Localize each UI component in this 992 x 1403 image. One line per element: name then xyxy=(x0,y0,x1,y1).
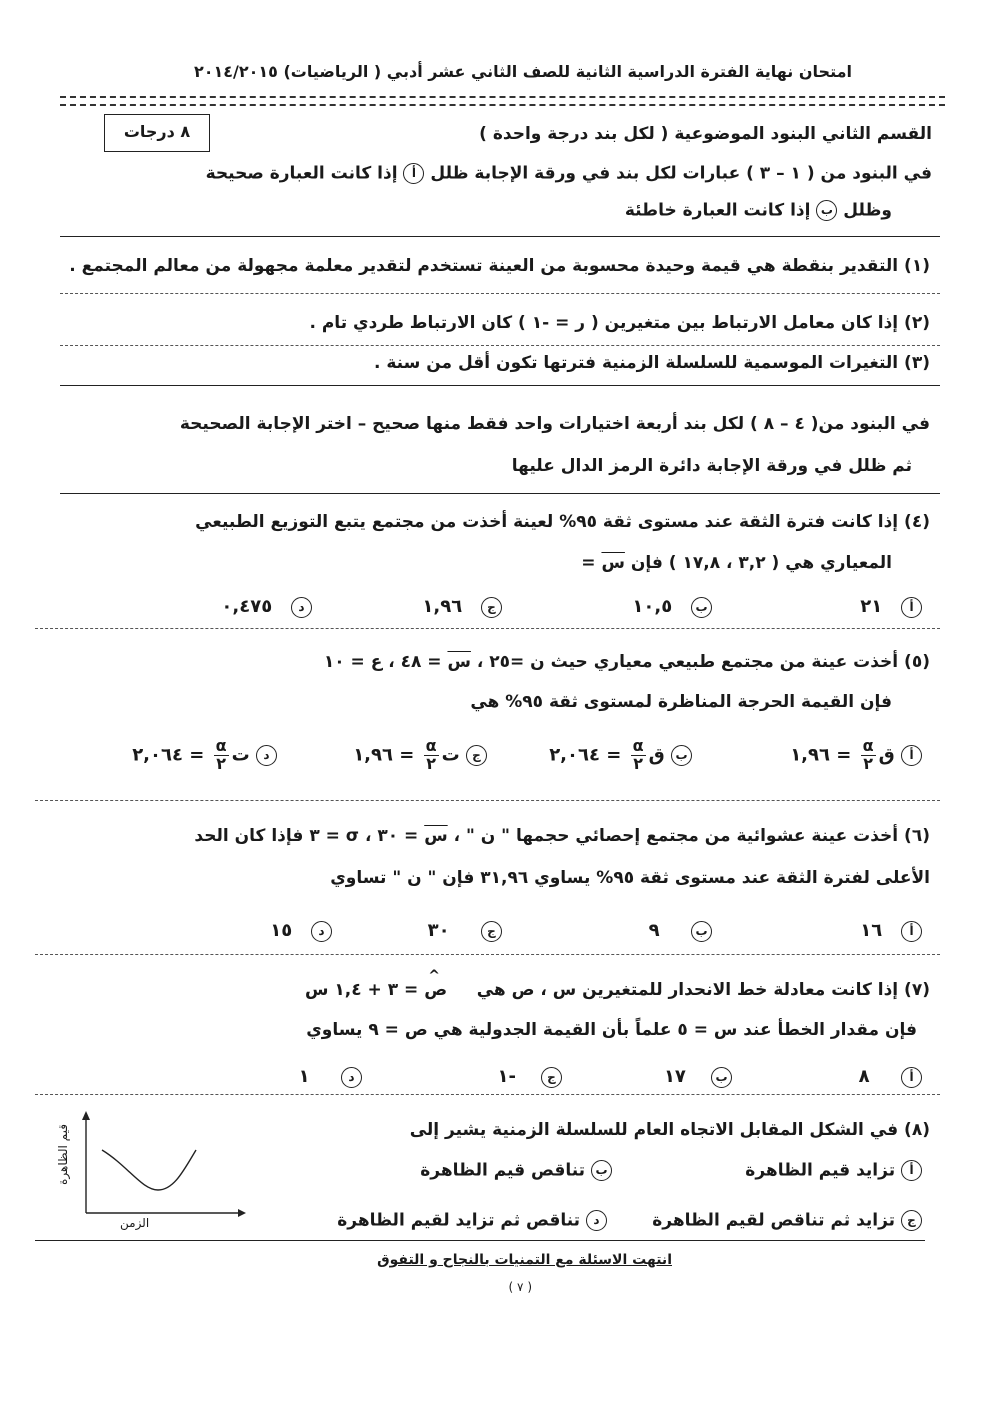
tf-item-3: (٣) التغيرات الموسمية للسلسلة الزمنية فترتها تكون أقل من سنة . xyxy=(374,353,930,373)
graph-x-label: الزمن xyxy=(120,1216,150,1230)
q7-option-d-value: ١ xyxy=(298,1066,310,1087)
q4-option-a-value: ٢١ xyxy=(860,596,883,617)
q7-option-a-value: ٨ xyxy=(858,1066,870,1087)
q4-line1: (٤) إذا كانت فترة الثقة عند مستوى ثقة ٩٥% لعينة أخذت من مجتمع يتبع التوزيع الطبيعي xyxy=(195,512,930,532)
q6-option-d-value: ١٥ xyxy=(270,920,293,941)
y-axis-arrow-icon xyxy=(82,1111,90,1120)
q5-option-b-value: = ٢,٠٦٤ xyxy=(549,744,622,766)
q6-line1-a: (٦) أخذت عينة عشوائية من مجتمع إحصائي حجمها " ن " ، xyxy=(453,826,930,846)
tf-instruction-part-b: إذا كانت العبارة صحيحة xyxy=(205,163,398,184)
q6-option-b[interactable] xyxy=(649,920,712,942)
x-axis-arrow-icon xyxy=(238,1209,246,1217)
option-label-b: ب xyxy=(671,745,692,766)
option-label-d: د xyxy=(311,921,332,942)
q5-option-a[interactable] xyxy=(790,738,922,773)
q6-option-a-value: ١٦ xyxy=(860,920,883,941)
q4-option-c-value: ١,٩٦ xyxy=(422,596,463,617)
q7-option-a[interactable] xyxy=(859,1066,922,1088)
q4-option-d-value: ٠,٤٧٥ xyxy=(221,596,273,617)
q8-option-d-text: تناقص ثم تزايد لقيم الظاهرة xyxy=(337,1210,581,1231)
q6-line1-b: = ٣٠ ، σ = ٣ فإذا كان الحد xyxy=(194,826,419,846)
option-label-a: أ xyxy=(901,1067,922,1088)
q5-option-a-symbol: ق xyxy=(878,744,895,766)
exam-title: امتحان نهاية الفترة الدراسية الثانية للصف الثاني عشر أدبي ( الرياضيات) ٢٠١٤/٢٠١٥ xyxy=(193,62,852,81)
q6-line2: الأعلى لفترة الثقة عند مستوى ثقة ٩٥% يساوي ٣١,٩٦ فإن " ن " تساوي xyxy=(330,868,930,888)
q5-option-b[interactable] xyxy=(549,738,692,773)
q5-option-a-value: = ١,٩٦ xyxy=(790,744,852,766)
mc-instruction-line2: ثم ظلل في ورقة الإجابة دائرة الرمز الدال عليها xyxy=(511,456,912,476)
divider xyxy=(35,954,940,955)
q4-equals: = xyxy=(581,553,596,573)
option-label-b: ب xyxy=(711,1067,732,1088)
q4-option-c[interactable] xyxy=(422,596,502,618)
q7-yhat: ص ^ xyxy=(424,968,448,1000)
divider xyxy=(60,385,940,386)
q5-line1-b: = ٤٨ ، ع = ١٠ xyxy=(323,652,442,672)
q7-line1-b: = ٣ + ١,٤ س xyxy=(305,980,419,1000)
marks-label: ٨ درجات xyxy=(123,122,191,141)
divider xyxy=(35,1094,940,1095)
q8-option-b-text: تناقص قيم الظاهرة xyxy=(420,1160,586,1181)
tf-instruction-line2 xyxy=(625,200,892,221)
q5-xbar: س xyxy=(447,652,471,672)
q4-line2-text: المعياري هي ( ٣,٢ ، ١٧,٨ ) فإن xyxy=(630,553,892,573)
q4-option-b-value: ١٠,٥ xyxy=(632,596,673,617)
option-label-a: أ xyxy=(901,921,922,942)
option-label-c: ج xyxy=(481,597,502,618)
q8-option-c[interactable] xyxy=(652,1210,922,1231)
alpha-over-two: $\frac{\alpha}{٢}$ xyxy=(425,736,437,773)
option-label-a: أ xyxy=(901,745,922,766)
page-number: ( ٧ ) xyxy=(508,1280,532,1294)
q7-option-d[interactable] xyxy=(299,1066,362,1088)
tf-item-2: (٢) إذا كان معامل الارتباط بين متغيرين ( ر = -١ ) كان الارتباط طردي تام . xyxy=(309,313,930,333)
hat-mark: ^ xyxy=(428,968,440,984)
time-series-graph xyxy=(50,1108,250,1238)
option-label-d: د xyxy=(291,597,312,618)
divider xyxy=(35,800,940,801)
q5-option-c-value: = ١,٩٦ xyxy=(353,744,415,766)
q8-line1: (٨) في الشكل المقابل الاتجاه العام للسلسلة الزمنية يشير إلى xyxy=(409,1120,930,1140)
q7-line1-a: (٧) إذا كانت معادلة خط الانحدار للمتغيرين س ، ص هي xyxy=(476,980,930,1000)
trend-curve xyxy=(102,1150,196,1190)
section-title: القسم الثاني البنود الموضوعية ( لكل بند درجة واحدة ) xyxy=(479,124,932,144)
graph-y-label: قيم الظاهرة xyxy=(56,1124,70,1185)
q6-option-b-value: ٩ xyxy=(648,920,660,941)
tf-instruction-line1 xyxy=(206,163,932,184)
q5-option-d-value: = ٢,٠٦٤ xyxy=(132,744,205,766)
option-label-a: أ xyxy=(901,597,922,618)
q5-line1-a: (٥) أخذت عينة من مجتمع طبيعي معياري حيث ن =٢٥ ، xyxy=(476,652,930,672)
q5-option-c-symbol: ت xyxy=(441,744,460,766)
option-label-b: ب xyxy=(691,921,712,942)
divider xyxy=(60,493,940,494)
q5-option-b-symbol: ق xyxy=(648,744,665,766)
q6-line1 xyxy=(194,826,930,846)
q5-option-d[interactable] xyxy=(132,738,277,773)
divider xyxy=(35,628,940,629)
q8-option-d[interactable] xyxy=(337,1210,607,1231)
q4-line2 xyxy=(581,553,892,573)
q4-option-a[interactable] xyxy=(860,596,922,618)
marks-box xyxy=(104,114,210,152)
q8-option-a-text: تزايد قيم الظاهرة xyxy=(745,1160,896,1181)
alpha-over-two: $\frac{\alpha}{٢}$ xyxy=(632,736,644,773)
q7-option-c[interactable] xyxy=(497,1066,562,1088)
option-label-b: ب xyxy=(591,1160,612,1181)
true-symbol-circle: أ xyxy=(403,163,424,184)
option-label-d: د xyxy=(586,1210,607,1231)
q8-option-c-text: تزايد ثم تناقص لقيم الظاهرة xyxy=(652,1210,896,1231)
option-label-c: ج xyxy=(541,1067,562,1088)
q7-option-b-value: ١٧ xyxy=(663,1066,686,1087)
option-label-c: ج xyxy=(466,745,487,766)
tf-instruction-part-a: في البنود من ( ١ – ٣ ) عبارات لكل بند في ورقة الإجابة ظلل xyxy=(430,163,932,184)
q6-option-d[interactable] xyxy=(270,920,332,942)
divider xyxy=(60,345,940,346)
q6-xbar: س xyxy=(424,826,448,846)
false-symbol-circle: ب xyxy=(816,200,837,221)
q6-option-a[interactable] xyxy=(860,920,922,942)
q5-option-c[interactable] xyxy=(353,738,487,773)
closing-note: انتهت الاسئلة مع التمنيات بالنجاح و التفوق xyxy=(377,1252,672,1268)
mc-instruction-line1: في البنود من( ٤ – ٨ ) لكل بند أربعة اختيارات واحد فقط منها صحيح – اختر الإجابة الصحيحة xyxy=(179,414,930,434)
q7-line2: فإن مقدار الخطأ عند س = ٥ علماً بأن القيمة الجدولية هي ص = ٩ يساوي xyxy=(306,1020,917,1040)
q7-option-b[interactable] xyxy=(664,1066,732,1088)
option-label-c: ج xyxy=(901,1210,922,1231)
divider xyxy=(60,236,940,237)
q6-option-c[interactable] xyxy=(428,920,502,942)
q7-line1 xyxy=(305,968,930,1000)
q4-xbar: س xyxy=(601,553,625,573)
option-label-d: د xyxy=(256,745,277,766)
alpha-over-two: $\frac{\alpha}{٢}$ xyxy=(215,736,227,773)
q5-line1 xyxy=(324,652,930,672)
tf-instruction-part-c: وظلل xyxy=(843,200,892,221)
divider xyxy=(35,1240,925,1241)
tf-item-1: (١) التقدير بنقطة هي قيمة وحيدة محسوبة من العينة تستخدم لتقدير معلمة مجهولة من معالم المجتمع . xyxy=(69,256,930,276)
q8-option-a[interactable] xyxy=(745,1160,922,1181)
option-label-a: أ xyxy=(901,1160,922,1181)
q6-option-c-value: ٣٠ xyxy=(427,920,450,941)
q7-option-c-value: -١ xyxy=(497,1066,516,1087)
option-label-b: ب xyxy=(691,597,712,618)
divider xyxy=(60,293,940,294)
q5-option-d-symbol: ت xyxy=(231,744,250,766)
header-divider-top xyxy=(60,96,945,98)
header-divider-bottom xyxy=(60,104,945,106)
q4-option-b[interactable] xyxy=(632,596,712,618)
q5-line2: فإن القيمة الحرجة المناظرة لمستوى ثقة ٩٥% هي xyxy=(470,692,892,712)
tf-instruction-part-d: إذا كانت العبارة خاطئة xyxy=(624,200,811,221)
option-label-c: ج xyxy=(481,921,502,942)
q4-option-d[interactable] xyxy=(221,596,312,618)
option-label-d: د xyxy=(341,1067,362,1088)
alpha-over-two: $\frac{\alpha}{٢}$ xyxy=(862,736,874,773)
q8-option-b[interactable] xyxy=(420,1160,612,1181)
